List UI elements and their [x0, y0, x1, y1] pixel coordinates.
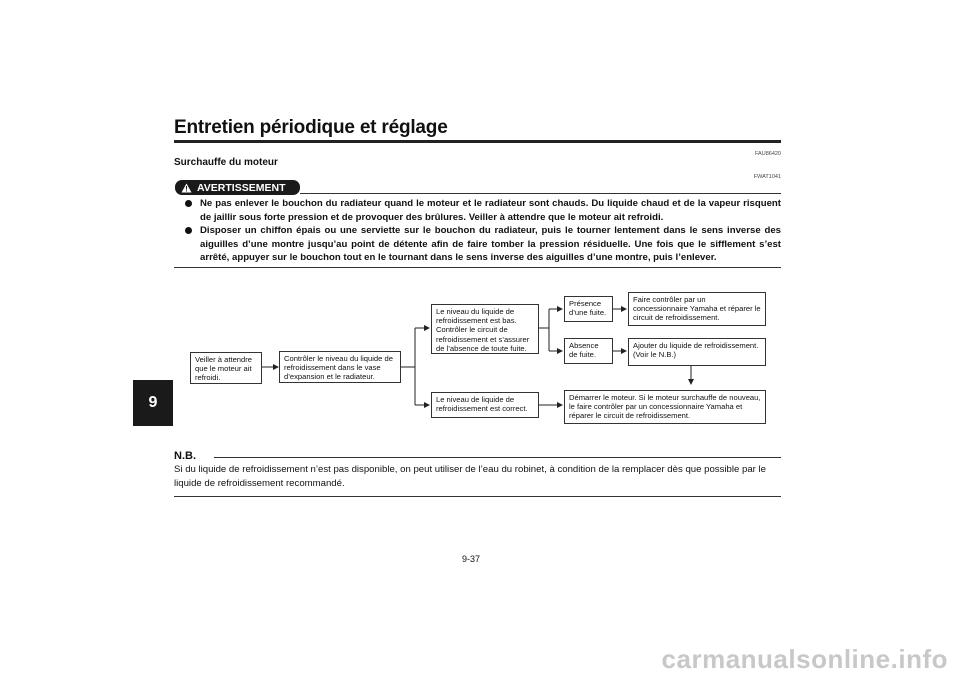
section-heading: Surchauffe du moteur — [174, 157, 278, 168]
flow-box-restart: Démarrer le moteur. Si le moteur surchauffe de nouveau, le faire contrôler par un concessionnaire Yamaha et réparer le circuit de refroidissement. — [564, 390, 766, 424]
page-number: 9-37 — [462, 554, 481, 564]
flow-box-add-coolant: Ajouter du liquide de refroidissement. (Voir le N.B.) — [628, 338, 766, 366]
warning-item-text: Disposer un chiffon épais ou une serviette sur le bouchon du radiateur, puis le tourner lentement dans le sens inverse des aiguilles d’une montre jusqu’au point de détente afin de faire tomber la pression résiduelle. Une fois que le sifflement s’est arrêté, appuyer sur le bouchon tout en le tournant dans le sens inverse des aiguilles d’une montre, puis l’enlever. — [200, 225, 781, 264]
warning-item-text: Ne pas enlever le bouchon du radiateur quand le moteur et le radiateur sont chauds. Du liquide chaud et de la vapeur risquent de jaillir sous forte pression et de provoquer des brûlures. Veiller à attendre que le moteur ait refroidi. — [200, 198, 781, 223]
section-code: FAU86420 — [755, 151, 781, 157]
chapter-tab: 9 — [133, 380, 173, 426]
flow-box-level-ok: Le niveau de liquide de refroidissement est correct. — [431, 392, 539, 418]
note-rule-bottom — [174, 496, 781, 497]
warning-label: AVERTISSEMENT — [197, 181, 286, 194]
note-label: N.B. — [174, 450, 196, 462]
flow-box-leak-absent: Absence de fuite. — [564, 338, 613, 364]
flow-box-wait: Veiller à attendre que le moteur ait refroidi. — [190, 352, 262, 384]
note-text: Si du liquide de refroidissement n’est pas disponible, on peut utiliser de l’eau du robinet, à condition de la remplacer dès que possible par le liquide de refroidissement recommandé. — [174, 464, 766, 489]
page-title: Entretien périodique et réglage — [174, 117, 448, 138]
flow-box-check-level: Contrôler le niveau du liquide de refroidissement dans le vase d’expansion et le radiateur. — [279, 351, 401, 383]
flow-box-level-low: Le niveau du liquide de refroidissement est bas. Contrôler le circuit de refroidissement et s’assurer de l’absence de toute fuite. — [431, 304, 539, 354]
flow-box-leak-present: Présence d’une fuite. — [564, 296, 613, 322]
flow-box-have-checked: Faire contrôler par un concessionnaire Yamaha et réparer le circuit de refroidissement. — [628, 292, 766, 326]
watermark[interactable]: carmanualsonline.info — [661, 644, 948, 674]
warning-code: FWAT1041 — [753, 174, 781, 180]
note-rule-top — [214, 457, 781, 458]
